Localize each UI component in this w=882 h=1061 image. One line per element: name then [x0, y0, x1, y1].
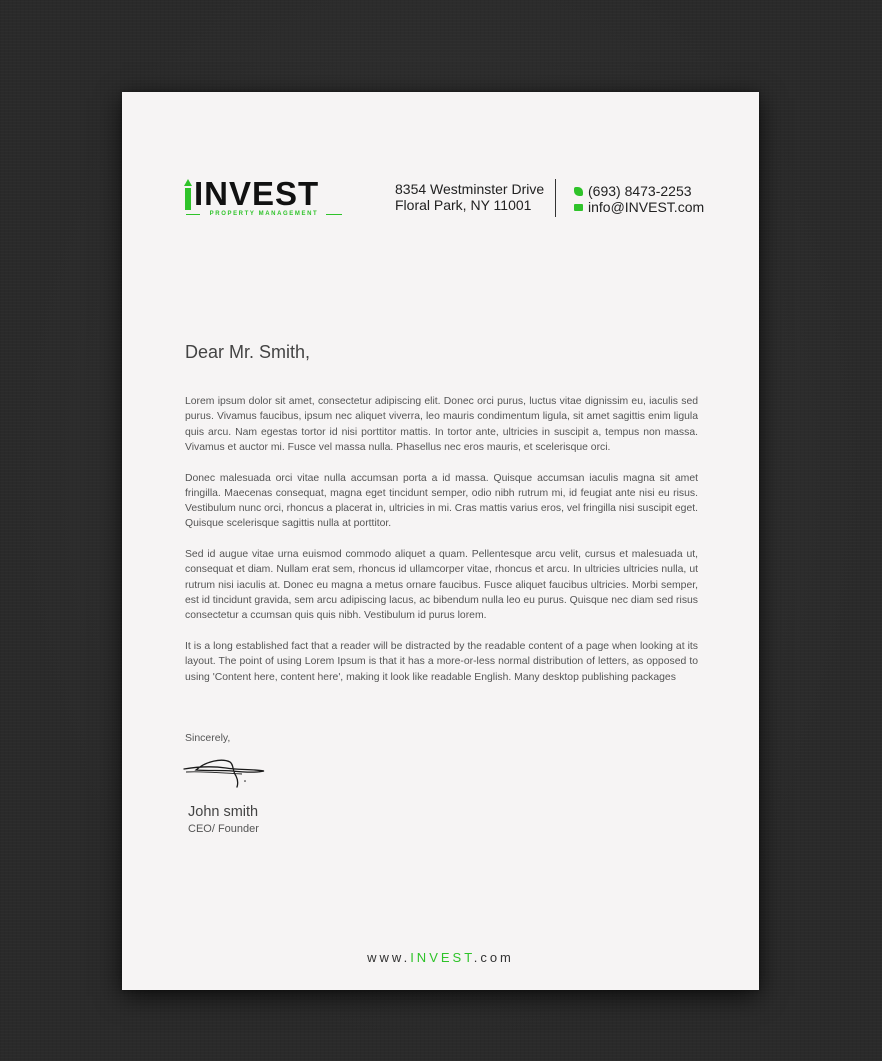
- signature-image: [182, 752, 268, 792]
- phone-row: [574, 183, 704, 199]
- header-divider: [555, 179, 556, 217]
- logo-rule-right: [326, 214, 342, 215]
- logo-arrow-icon: [184, 179, 192, 186]
- website-prefix: www.: [367, 950, 411, 965]
- logo-tagline: PROPERTY MANAGEMENT: [209, 211, 319, 217]
- letter-body: [185, 394, 698, 700]
- website-brand: INVEST: [410, 950, 474, 965]
- address-line-2: Floral Park, NY 11001: [395, 197, 532, 213]
- letter-greeting: Dear Mr. Smith,: [185, 342, 311, 362]
- logo-wordmark: INVEST: [194, 175, 320, 212]
- signer-title: CEO/ Founder: [188, 823, 259, 835]
- mail-icon: [574, 204, 583, 211]
- body-paragraph: Sed id augue vitae urna euismod commodo aliquet a quam. Pellentesque arcu velit, cursus et malesuada ut, consequat et diam. Nullam erat sem, rhoncus id ullamcorper vitae, rhoncus et arcu. In ultricies ultricies nulla, ut rutrum nisi iaculis at. Donec eu magna a metus ornare faucibus. Fusce aliquet faucibus ultricies. Morbi semper, est id tincidunt gravida, sem arcu adipiscing lacus, ac bibendum nulla leo eu purus. Quisque nec diam sed risus consectetur a ccumsan quis quis nibh. Vestibulum id purus lorem.: [185, 549, 698, 622]
- signer-name: John smith: [188, 804, 259, 820]
- website-suffix: .com: [473, 950, 514, 965]
- email-row: [574, 199, 704, 215]
- body-paragraph: Donec malesuada orci vitae nulla accumsan porta a id massa. Quisque accumsan iaculis magna sit amet fringilla. Maecenas consequat, magna eget tincidunt semper, odio nibh rutrum mi, id feugiat ante nisi eu risus. Vestibulum nunc orci, rhoncus a placerat in, ultricies in mi. Cras mattis varius eros, vel fringilla nisi suscipit eget. Quisque scelerisque sagittis nulla at porttitor.: [185, 472, 698, 530]
- letter-closing: Sincerely,: [185, 732, 231, 744]
- body-paragraph: It is a long established fact that a reader will be distracted by the readable content of a page when looking at its layout. The point of using Lorem Ipsum is that it has a more-or-less normal distribution of letters, as opposed to using 'Content here, content here', making it look like readable English. Many desktop publishing packages: [185, 641, 698, 683]
- address-line-1: 8354 Westminster Drive: [395, 181, 545, 197]
- website-footer: [122, 950, 759, 965]
- company-logo: [184, 176, 348, 220]
- company-contact: [574, 183, 704, 215]
- email-address: info@INVEST.com: [588, 199, 705, 215]
- phone-icon: [574, 187, 583, 196]
- letterhead-page: [122, 92, 759, 990]
- phone-number: (693) 8473-2253: [588, 183, 692, 199]
- logo-i-bar: [185, 188, 191, 210]
- body-paragraph: Lorem ipsum dolor sit amet, consectetur adipiscing elit. Donec orci purus, luctus vitae dignissim eu, iaculis sed purus. Vivamus faucibus, ipsum nec aliquet viverra, leo mauris condimentum ligula, sit amet sagittis enim ligula quis arcu. Nam egestas tortor id nisi porttitor mattis. In tortor ante, ultricies in suscipit a, tempus non massa. Vivamus et auctor mi. Fusce vel massa nulla. Phasellus nec eros mauris, et scelerisque orci.: [185, 396, 698, 453]
- company-address: [395, 181, 544, 213]
